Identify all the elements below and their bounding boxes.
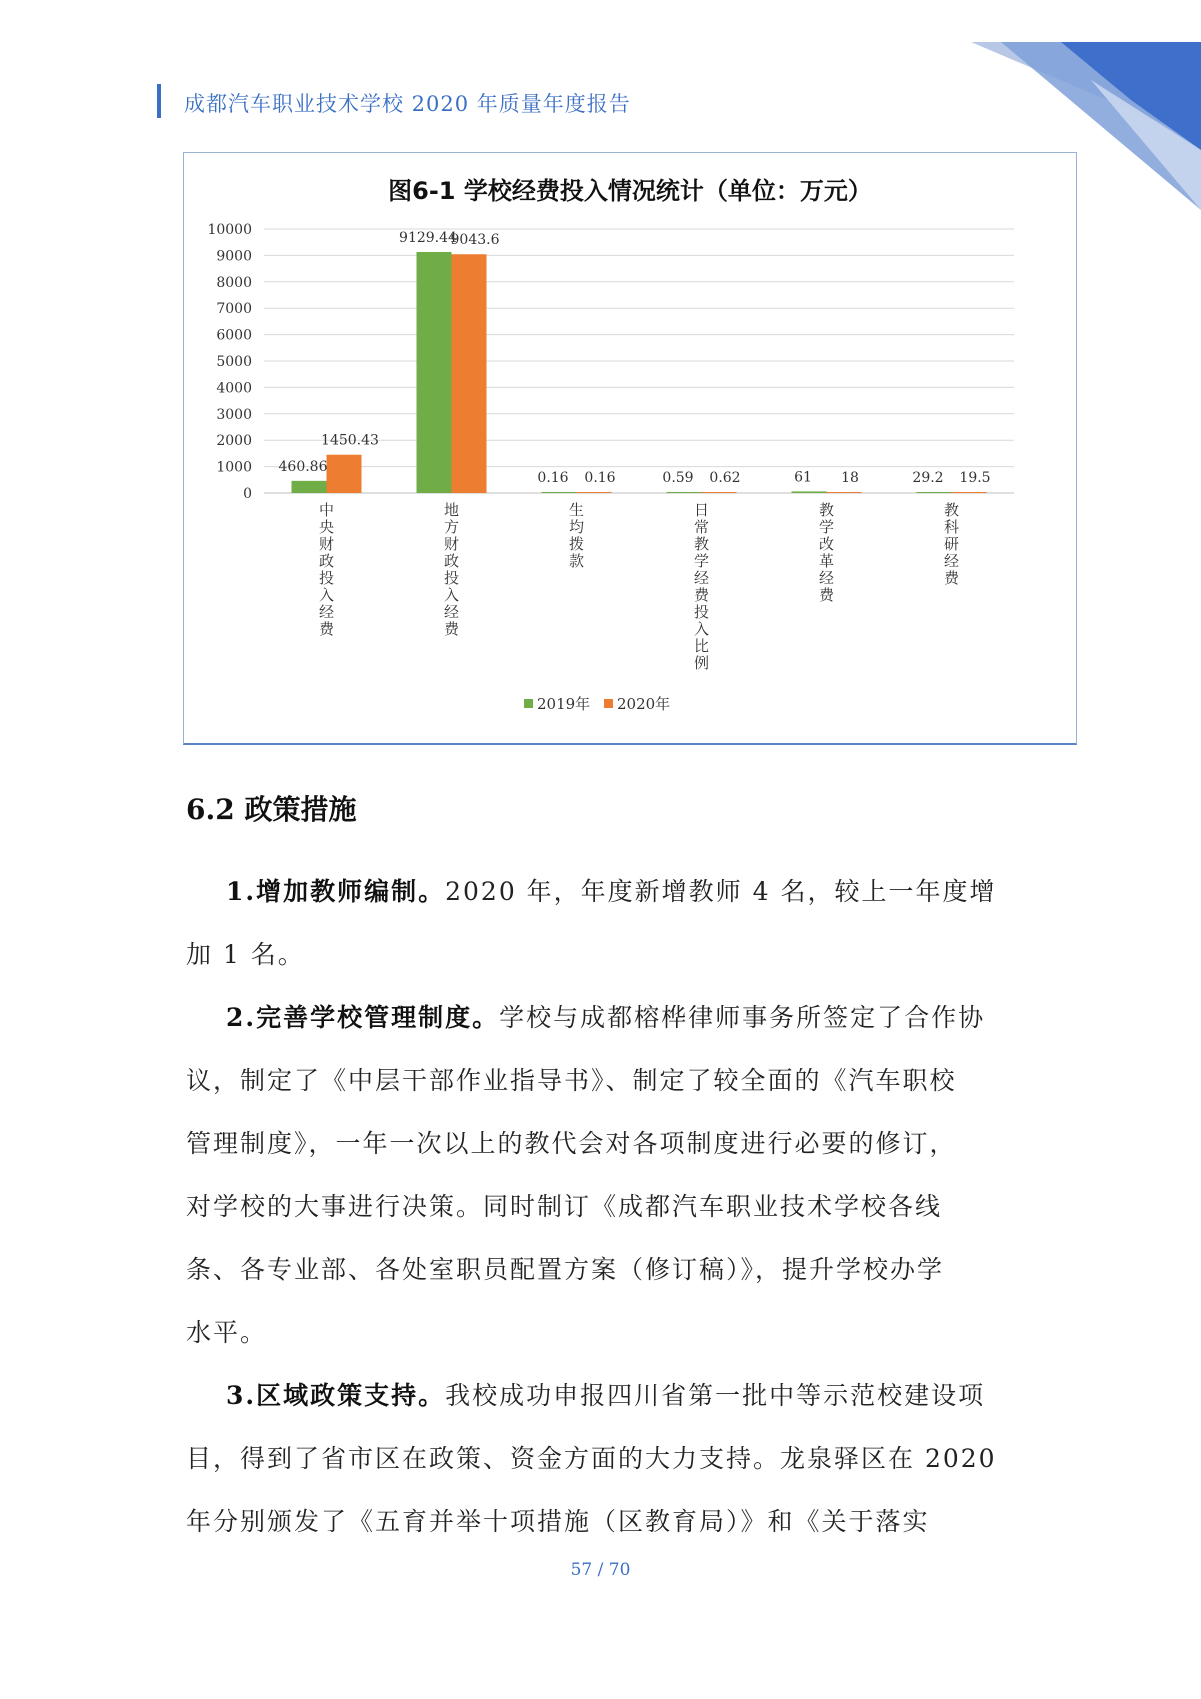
category-label-char: 生 bbox=[568, 501, 585, 519]
y-tick-label: 1000 bbox=[216, 459, 252, 476]
section-title: 6.2 政策措施 bbox=[186, 793, 357, 826]
category-label-char: 经 bbox=[693, 569, 710, 587]
paragraph-line: 管理制度》，一年一次以上的教代会对各项制度进行必要的修订， bbox=[186, 1129, 957, 1158]
paragraph-line: 水平。 bbox=[186, 1318, 268, 1347]
category-label-char: 均 bbox=[568, 518, 585, 536]
y-tick-label: 9000 bbox=[216, 248, 252, 265]
bar-2020 bbox=[577, 492, 612, 493]
bar-2020 bbox=[952, 492, 987, 493]
legend-label: 2020年 bbox=[617, 695, 671, 713]
paragraph-heading: 3.区域政策支持。 bbox=[226, 1381, 446, 1410]
y-tick-label: 0 bbox=[243, 486, 252, 502]
category-label-char: 经 bbox=[943, 552, 960, 570]
paragraph-2 bbox=[186, 986, 1026, 1364]
paragraph-line: 年分别颁发了《五育并举十项措施（区教育局）》和《关于落实 bbox=[186, 1507, 930, 1536]
bar-2019 bbox=[792, 491, 827, 493]
funding-bar-chart bbox=[184, 153, 1076, 743]
category-label-char: 财 bbox=[318, 535, 335, 553]
category-label-char: 改 bbox=[818, 535, 835, 553]
page-number: 57 / 70 bbox=[570, 1560, 631, 1580]
category-label-char: 学 bbox=[818, 518, 835, 536]
category-label-char: 入 bbox=[318, 586, 335, 604]
data-label: 18 bbox=[841, 470, 859, 486]
bar-2019 bbox=[667, 492, 702, 493]
paragraph-heading: 2.完善学校管理制度。 bbox=[226, 1003, 500, 1032]
category-label-char: 入 bbox=[693, 620, 710, 638]
category-label-char: 费 bbox=[693, 586, 710, 604]
data-label: 0.16 bbox=[584, 470, 616, 486]
legend-swatch bbox=[524, 699, 533, 708]
paragraph-line: 条、各专业部、各处室职员配置方案（修订稿）》，提升学校办学 bbox=[186, 1255, 945, 1284]
bar-2020 bbox=[702, 492, 737, 493]
bar-2019 bbox=[417, 252, 452, 493]
category-label-char: 例 bbox=[693, 654, 710, 672]
paragraph-line: 议，制定了《中层干部作业指导书》、制定了较全面的《汽车职校 bbox=[186, 1066, 957, 1095]
category-label-char: 比 bbox=[693, 637, 710, 655]
header-accent-bar bbox=[157, 84, 161, 118]
y-tick-label: 2000 bbox=[216, 433, 252, 450]
bar-2019 bbox=[917, 492, 952, 493]
category-label-char: 款 bbox=[568, 552, 585, 570]
data-label: 0.62 bbox=[709, 470, 741, 486]
data-label: 1450.43 bbox=[321, 432, 379, 449]
data-label: 0.59 bbox=[662, 470, 694, 486]
category-label-char: 费 bbox=[943, 569, 960, 587]
category-label-char: 财 bbox=[443, 535, 460, 553]
paragraph-heading: 1.增加教师编制。 bbox=[226, 877, 446, 906]
paragraph-line: 加 1 名。 bbox=[186, 940, 305, 969]
y-tick-label: 3000 bbox=[216, 406, 252, 423]
category-label-char: 费 bbox=[818, 586, 835, 604]
paragraph-line: 3.区域政策支持。我校成功申报四川省第一批中等示范校建设项 bbox=[226, 1381, 986, 1410]
category-label-char: 学 bbox=[693, 552, 710, 570]
bar-2020 bbox=[827, 492, 862, 493]
paragraph-3 bbox=[186, 1364, 1026, 1553]
bar-2020 bbox=[327, 455, 362, 493]
category-label-char: 投 bbox=[693, 603, 710, 621]
data-label: 460.86 bbox=[278, 458, 328, 475]
category-label-char: 投 bbox=[318, 569, 335, 587]
data-label: 29.2 bbox=[912, 470, 944, 486]
category-label-char: 研 bbox=[943, 535, 960, 553]
category-label-char: 经 bbox=[443, 603, 460, 621]
data-label: 9043.6 bbox=[450, 232, 500, 249]
category-label-char: 教 bbox=[818, 501, 835, 519]
category-label-char: 方 bbox=[443, 518, 460, 536]
y-tick-label: 6000 bbox=[216, 327, 252, 344]
category-label-char: 经 bbox=[318, 603, 335, 621]
data-label: 61 bbox=[794, 469, 812, 486]
category-label-char: 革 bbox=[818, 552, 835, 570]
chart-container bbox=[183, 152, 1077, 745]
paragraph-line: 2.完善学校管理制度。学校与成都榕桦律师事务所签定了合作协 bbox=[226, 1003, 986, 1032]
y-tick-label: 8000 bbox=[216, 274, 252, 291]
data-label: 0.16 bbox=[537, 470, 569, 486]
category-label-char: 费 bbox=[318, 620, 335, 638]
paragraph-line: 对学校的大事进行决策。同时制订《成都汽车职业技术学校各线 bbox=[186, 1192, 943, 1221]
y-tick-label: 5000 bbox=[216, 354, 252, 370]
legend-label: 2019年 bbox=[537, 695, 591, 713]
paragraph-line: 1.增加教师编制。2020 年，年度新增教师 4 名，较上一年度增 bbox=[226, 877, 997, 906]
chart-title: 图6-1 学校经费投入情况统计（单位：万元） bbox=[388, 177, 872, 205]
category-label-char: 政 bbox=[443, 552, 460, 570]
category-label-char: 科 bbox=[943, 518, 960, 536]
category-label-char: 入 bbox=[443, 586, 460, 604]
category-label-char: 政 bbox=[318, 552, 335, 570]
bar-2019 bbox=[292, 481, 327, 493]
category-label-char: 费 bbox=[443, 620, 460, 638]
y-tick-label: 7000 bbox=[216, 301, 252, 318]
header-title: 成都汽车职业技术学校 2020 年质量年度报告 bbox=[184, 92, 631, 116]
category-label-char: 央 bbox=[318, 518, 335, 536]
y-tick-label: 4000 bbox=[216, 380, 252, 397]
bar-2020 bbox=[452, 254, 487, 493]
data-label: 19.5 bbox=[959, 470, 991, 486]
data-label: 9129.44 bbox=[399, 229, 457, 246]
legend-swatch bbox=[604, 699, 613, 708]
category-label-char: 中 bbox=[318, 501, 335, 519]
bar-2019 bbox=[542, 492, 577, 493]
paragraph-1 bbox=[186, 860, 1026, 986]
category-label-char: 常 bbox=[693, 518, 710, 536]
y-tick-label: 10000 bbox=[207, 222, 252, 238]
category-label-char: 地 bbox=[443, 501, 460, 519]
category-label-char: 拨 bbox=[568, 535, 585, 553]
category-label-char: 经 bbox=[818, 569, 835, 587]
category-label-char: 教 bbox=[693, 535, 710, 553]
category-label-char: 投 bbox=[443, 569, 460, 587]
category-label-char: 教 bbox=[943, 501, 960, 519]
category-label-char: 日 bbox=[693, 501, 710, 519]
paragraph-line: 目，得到了省市区在政策、资金方面的大力支持。龙泉驿区在 2020 bbox=[186, 1444, 997, 1473]
